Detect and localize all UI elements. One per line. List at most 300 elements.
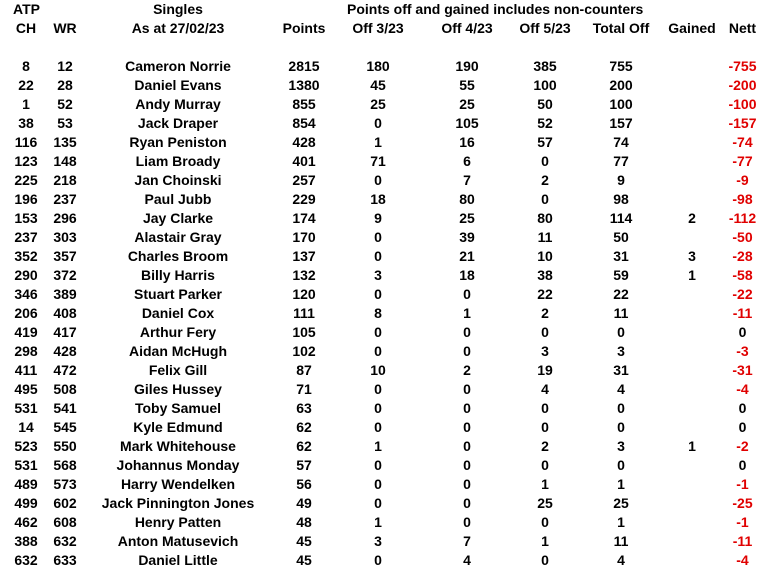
cell-gained [663, 95, 721, 114]
cell-points: 170 [292, 229, 316, 245]
cell-ch: 196 [14, 191, 38, 207]
cell-ch: 22 [18, 77, 34, 93]
cell-total-off: 11 [613, 305, 629, 321]
cell-player-name: Billy Harris [141, 267, 215, 283]
cell-points: 401 [292, 153, 316, 169]
cell-wr: 218 [53, 172, 77, 188]
atp-heading: ATP [13, 1, 40, 17]
cell-player-name: Anton Matusevich [117, 533, 239, 549]
cell-player-name: Jay Clarke [142, 210, 214, 226]
cell-total-off: 4 [617, 381, 625, 397]
table-row [0, 114, 762, 133]
cell-ch: 123 [14, 153, 38, 169]
table-row [0, 304, 762, 323]
cell-gained [663, 133, 721, 152]
cell-gained [663, 152, 721, 171]
cell-total-off: 114 [609, 210, 633, 226]
cell-off-5-23: 57 [537, 134, 553, 150]
cell-nett: -58 [732, 267, 753, 283]
cell-off-5-23: 0 [541, 324, 549, 340]
cell-nett: -100 [728, 96, 757, 112]
cell-points: 63 [296, 400, 312, 416]
cell-player-name: Cameron Norrie [125, 58, 231, 74]
cell-player-name: Jan Choinski [134, 172, 222, 188]
cell-points: 49 [296, 495, 312, 511]
cell-player-name: Toby Samuel [134, 400, 222, 416]
cell-ch: 352 [14, 248, 38, 264]
cell-nett: 0 [738, 324, 747, 340]
cell-off-4-23: 0 [463, 400, 471, 416]
cell-player-name: Jack Pinnington Jones [101, 495, 255, 511]
singles-heading: Singles [153, 1, 203, 17]
cell-nett: -9 [736, 172, 749, 188]
cell-off-4-23: 25 [459, 210, 475, 226]
cell-off-5-23: 2 [541, 438, 549, 454]
cell-nett: -2 [736, 438, 749, 454]
cell-off-3-23: 180 [366, 58, 390, 74]
cell-off-3-23: 0 [374, 400, 382, 416]
cell-total-off: 100 [609, 96, 633, 112]
cell-total-off: 1 [617, 514, 625, 530]
table-row [0, 475, 762, 494]
cell-total-off: 3 [617, 343, 625, 359]
cell-player-name: Alastair Gray [134, 229, 222, 245]
cell-points: 48 [296, 514, 312, 530]
cell-wr: 28 [57, 77, 73, 93]
cell-total-off: 22 [613, 286, 629, 302]
col-header-off-4-23: Off 4/23 [441, 20, 493, 36]
cell-total-off: 59 [613, 267, 629, 283]
cell-off-3-23: 18 [370, 191, 386, 207]
cell-ch: 153 [14, 210, 38, 226]
cell-player-name: Giles Hussey [134, 381, 222, 397]
table-row [0, 190, 762, 209]
cell-ch: 388 [14, 533, 38, 549]
table-row [0, 418, 762, 437]
cell-player-name: Daniel Little [138, 552, 218, 568]
cell-ch: 419 [14, 324, 38, 340]
cell-points: 174 [292, 210, 316, 226]
cell-ch: 298 [14, 343, 38, 359]
cell-off-3-23: 0 [374, 229, 382, 245]
cell-points: 1380 [288, 77, 320, 93]
cell-ch: 225 [14, 172, 38, 188]
cell-ch: 531 [14, 457, 38, 473]
cell-off-3-23: 3 [374, 533, 382, 549]
table-row [0, 361, 762, 380]
cell-off-4-23: 105 [455, 115, 479, 131]
cell-points: 56 [296, 476, 312, 492]
cell-wr: 389 [53, 286, 77, 302]
cell-total-off: 4 [617, 552, 625, 568]
cell-gained [663, 190, 721, 209]
cell-off-5-23: 0 [541, 400, 549, 416]
cell-nett: -25 [732, 495, 753, 511]
cell-player-name: Daniel Cox [141, 305, 215, 321]
cell-off-3-23: 0 [374, 495, 382, 511]
cell-points: 105 [292, 324, 316, 340]
cell-off-5-23: 4 [541, 381, 549, 397]
cell-off-3-23: 0 [374, 343, 382, 359]
cell-player-name: Paul Jubb [144, 191, 212, 207]
cell-off-5-23: 19 [537, 362, 553, 378]
cell-off-4-23: 0 [463, 476, 471, 492]
cell-gained [663, 361, 721, 380]
cell-total-off: 157 [609, 115, 633, 131]
cell-points: 120 [292, 286, 316, 302]
cell-gained [663, 228, 721, 247]
cell-ch: 495 [14, 381, 38, 397]
cell-total-off: 31 [613, 248, 629, 264]
cell-points: 102 [292, 343, 316, 359]
cell-wr: 417 [53, 324, 77, 340]
cell-off-5-23: 0 [541, 514, 549, 530]
cell-nett: -4 [736, 381, 749, 397]
cell-nett: -755 [728, 58, 757, 74]
cell-points: 855 [292, 96, 316, 112]
cell-off-3-23: 0 [374, 324, 382, 340]
cell-wr: 303 [53, 229, 77, 245]
cell-wr: 296 [53, 210, 77, 226]
table-row [0, 95, 762, 114]
cell-player-name: Harry Wendelken [120, 476, 236, 492]
cell-ch: 116 [14, 134, 38, 150]
table-row [0, 342, 762, 361]
cell-off-5-23: 80 [537, 210, 553, 226]
cell-player-name: Henry Patten [134, 514, 222, 530]
cell-player-name: Daniel Evans [134, 77, 222, 93]
cell-gained [663, 323, 721, 342]
cell-gained [663, 399, 721, 418]
cell-off-4-23: 0 [463, 419, 471, 435]
cell-gained: 1 [688, 438, 696, 454]
cell-nett: -11 [732, 305, 753, 321]
cell-wr: 545 [53, 419, 77, 435]
cell-ch: 290 [14, 267, 38, 283]
table-row [0, 285, 762, 304]
cell-total-off: 3 [617, 438, 625, 454]
cell-ch: 499 [14, 495, 38, 511]
cell-ch: 206 [14, 305, 38, 321]
cell-off-4-23: 0 [463, 324, 471, 340]
cell-off-5-23: 52 [537, 115, 553, 131]
col-header-ch: CH [15, 20, 37, 36]
cell-off-4-23: 21 [459, 248, 475, 264]
cell-wr: 508 [53, 381, 77, 397]
cell-points: 854 [292, 115, 316, 131]
cell-player-name: Ryan Peniston [129, 134, 227, 150]
table-row [0, 532, 762, 551]
cell-off-4-23: 0 [463, 457, 471, 473]
cell-total-off: 50 [613, 229, 629, 245]
cell-ch: 523 [14, 438, 38, 454]
cell-total-off: 0 [617, 457, 625, 473]
cell-off-3-23: 0 [374, 552, 382, 568]
header-row-1 [0, 0, 762, 19]
cell-player-name: Johannus Monday [116, 457, 240, 473]
cell-off-4-23: 0 [463, 286, 471, 302]
table-row [0, 456, 762, 475]
cell-off-5-23: 0 [541, 419, 549, 435]
cell-off-4-23: 7 [463, 533, 471, 549]
table-row [0, 380, 762, 399]
table-row [0, 133, 762, 152]
cell-off-3-23: 0 [374, 457, 382, 473]
cell-wr: 53 [57, 115, 73, 131]
cell-points: 62 [296, 419, 312, 435]
cell-total-off: 77 [613, 153, 629, 169]
cell-off-3-23: 3 [374, 267, 382, 283]
table-row [0, 513, 762, 532]
cell-wr: 602 [53, 495, 77, 511]
cell-off-4-23: 16 [459, 134, 475, 150]
cell-gained [663, 114, 721, 133]
header-row-2 [0, 19, 762, 38]
cell-points: 428 [292, 134, 316, 150]
cell-off-4-23: 6 [463, 153, 471, 169]
cell-off-4-23: 190 [455, 58, 479, 74]
cell-nett: -200 [728, 77, 757, 93]
cell-off-5-23: 1 [541, 476, 549, 492]
cell-gained: 1 [688, 267, 696, 283]
cell-wr: 52 [57, 96, 73, 112]
cell-off-3-23: 0 [374, 115, 382, 131]
table-row [0, 494, 762, 513]
cell-ch: 632 [14, 552, 38, 568]
table-row [0, 228, 762, 247]
col-header-points: Points [282, 20, 326, 36]
cell-nett: -50 [732, 229, 753, 245]
cell-off-3-23: 25 [370, 96, 386, 112]
cell-points: 62 [296, 438, 312, 454]
cell-total-off: 11 [613, 533, 629, 549]
cell-wr: 428 [53, 343, 77, 359]
cell-off-4-23: 2 [463, 362, 471, 378]
col-header-total-off: Total Off [592, 20, 650, 36]
cell-points: 229 [292, 191, 316, 207]
cell-wr: 632 [53, 533, 77, 549]
cell-off-5-23: 100 [533, 77, 557, 93]
cell-off-5-23: 25 [537, 495, 553, 511]
cell-nett: -22 [732, 286, 753, 302]
cell-total-off: 200 [609, 77, 633, 93]
cell-total-off: 31 [613, 362, 629, 378]
cell-off-4-23: 0 [463, 343, 471, 359]
cell-gained [663, 380, 721, 399]
cell-off-3-23: 1 [374, 514, 382, 530]
cell-nett: -1 [736, 476, 749, 492]
cell-off-3-23: 0 [374, 381, 382, 397]
cell-points: 87 [296, 362, 312, 378]
cell-total-off: 755 [609, 58, 633, 74]
points-note-heading: Points off and gained includes non-counters [347, 1, 644, 17]
cell-off-5-23: 10 [537, 248, 553, 264]
cell-points: 57 [296, 457, 312, 473]
cell-gained [663, 494, 721, 513]
cell-wr: 472 [53, 362, 77, 378]
cell-player-name: Jack Draper [137, 115, 219, 131]
cell-total-off: 0 [617, 419, 625, 435]
cell-ch: 1 [22, 96, 30, 112]
cell-off-3-23: 71 [370, 153, 386, 169]
col-header-wr: WR [53, 20, 77, 36]
cell-off-5-23: 2 [541, 172, 549, 188]
cell-ch: 411 [14, 362, 38, 378]
cell-total-off: 74 [613, 134, 629, 150]
cell-nett: 0 [738, 400, 747, 416]
cell-nett: -157 [728, 115, 757, 131]
cell-gained [663, 456, 721, 475]
cell-nett: -74 [732, 134, 753, 150]
table-row [0, 323, 762, 342]
cell-off-3-23: 0 [374, 476, 382, 492]
cell-player-name: Aidan McHugh [129, 343, 227, 359]
cell-off-3-23: 1 [374, 438, 382, 454]
cell-off-3-23: 0 [374, 419, 382, 435]
cell-player-name: Liam Broady [135, 153, 221, 169]
cell-ch: 38 [18, 115, 34, 131]
cell-points: 132 [292, 267, 316, 283]
cell-off-5-23: 11 [537, 229, 553, 245]
cell-off-3-23: 45 [370, 77, 386, 93]
cell-off-5-23: 50 [537, 96, 553, 112]
cell-off-5-23: 385 [533, 58, 557, 74]
cell-wr: 633 [53, 552, 77, 568]
cell-off-4-23: 4 [463, 552, 471, 568]
cell-gained [663, 513, 721, 532]
cell-off-3-23: 9 [374, 210, 382, 226]
table-row [0, 76, 762, 95]
cell-wr: 541 [53, 400, 77, 416]
cell-points: 257 [292, 172, 316, 188]
cell-off-4-23: 18 [459, 267, 475, 283]
cell-off-3-23: 0 [374, 248, 382, 264]
cell-gained [663, 551, 721, 570]
table-row [0, 171, 762, 190]
cell-off-5-23: 0 [541, 457, 549, 473]
table-row [0, 57, 762, 76]
cell-ch: 346 [14, 286, 38, 302]
table-row [0, 437, 762, 456]
cell-points: 45 [296, 552, 312, 568]
cell-player-name: Mark Whitehouse [120, 438, 236, 454]
cell-player-name: Andy Murray [135, 96, 221, 112]
cell-total-off: 25 [613, 495, 629, 511]
cell-nett: 0 [738, 457, 747, 473]
cell-ch: 462 [14, 514, 38, 530]
cell-total-off: 0 [617, 324, 625, 340]
cell-gained: 3 [688, 248, 696, 264]
cell-wr: 12 [57, 58, 73, 74]
cell-ch: 489 [14, 476, 38, 492]
cell-player-name: Stuart Parker [134, 286, 222, 302]
cell-gained [663, 532, 721, 551]
cell-ch: 14 [18, 419, 34, 435]
cell-off-5-23: 2 [541, 305, 549, 321]
cell-off-5-23: 22 [537, 286, 553, 302]
cell-player-name: Kyle Edmund [133, 419, 223, 435]
cell-points: 71 [296, 381, 312, 397]
cell-off-4-23: 80 [459, 191, 475, 207]
cell-points: 45 [296, 533, 312, 549]
cell-nett: -1 [736, 514, 749, 530]
cell-off-4-23: 25 [459, 96, 475, 112]
cell-wr: 357 [53, 248, 77, 264]
cell-off-4-23: 0 [463, 495, 471, 511]
cell-total-off: 9 [617, 172, 625, 188]
cell-ch: 531 [14, 400, 38, 416]
cell-nett: -3 [736, 343, 749, 359]
cell-nett: -28 [732, 248, 753, 264]
cell-wr: 148 [53, 153, 77, 169]
cell-nett: -112 [728, 210, 757, 226]
cell-off-3-23: 1 [374, 134, 382, 150]
table-row [0, 247, 762, 266]
cell-off-5-23: 0 [541, 191, 549, 207]
cell-wr: 237 [53, 191, 77, 207]
cell-wr: 372 [53, 267, 77, 283]
cell-off-5-23: 3 [541, 343, 549, 359]
cell-off-5-23: 1 [541, 533, 549, 549]
cell-points: 137 [292, 248, 316, 264]
col-header-gained: Gained [668, 20, 716, 36]
table-row [0, 152, 762, 171]
col-header-off-3-23: Off 3/23 [352, 20, 404, 36]
cell-gained [663, 76, 721, 95]
cell-off-3-23: 0 [374, 172, 382, 188]
cell-nett: -77 [732, 153, 753, 169]
cell-wr: 135 [53, 134, 77, 150]
cell-off-4-23: 39 [459, 229, 475, 245]
cell-off-4-23: 0 [463, 381, 471, 397]
cell-total-off: 98 [613, 191, 629, 207]
cell-off-5-23: 38 [537, 267, 553, 283]
col-header-off-5-23: Off 5/23 [519, 20, 571, 36]
cell-player-name: Charles Broom [127, 248, 229, 264]
cell-off-4-23: 7 [463, 172, 471, 188]
cell-off-3-23: 8 [374, 305, 382, 321]
cell-gained [663, 304, 721, 323]
cell-ch: 237 [14, 229, 38, 245]
cell-gained [663, 342, 721, 361]
cell-off-3-23: 0 [374, 286, 382, 302]
table-row [0, 209, 762, 228]
cell-gained [663, 418, 721, 437]
cell-off-5-23: 0 [541, 153, 549, 169]
cell-gained: 2 [688, 210, 696, 226]
cell-wr: 568 [53, 457, 77, 473]
cell-nett: -11 [732, 533, 753, 549]
cell-total-off: 0 [617, 400, 625, 416]
cell-ch: 8 [22, 58, 30, 74]
cell-nett: -31 [732, 362, 753, 378]
cell-off-4-23: 1 [463, 305, 471, 321]
cell-player-name: Felix Gill [148, 362, 208, 378]
cell-gained [663, 171, 721, 190]
col-header-date: As at 27/02/23 [131, 20, 225, 36]
cell-off-4-23: 0 [463, 438, 471, 454]
cell-gained [663, 285, 721, 304]
cell-wr: 608 [53, 514, 77, 530]
cell-off-4-23: 55 [459, 77, 475, 93]
cell-wr: 573 [53, 476, 77, 492]
cell-off-4-23: 0 [463, 514, 471, 530]
table-row [0, 399, 762, 418]
cell-nett: -98 [732, 191, 753, 207]
cell-total-off: 1 [617, 476, 625, 492]
cell-points: 2815 [288, 58, 320, 74]
cell-off-5-23: 0 [541, 552, 549, 568]
